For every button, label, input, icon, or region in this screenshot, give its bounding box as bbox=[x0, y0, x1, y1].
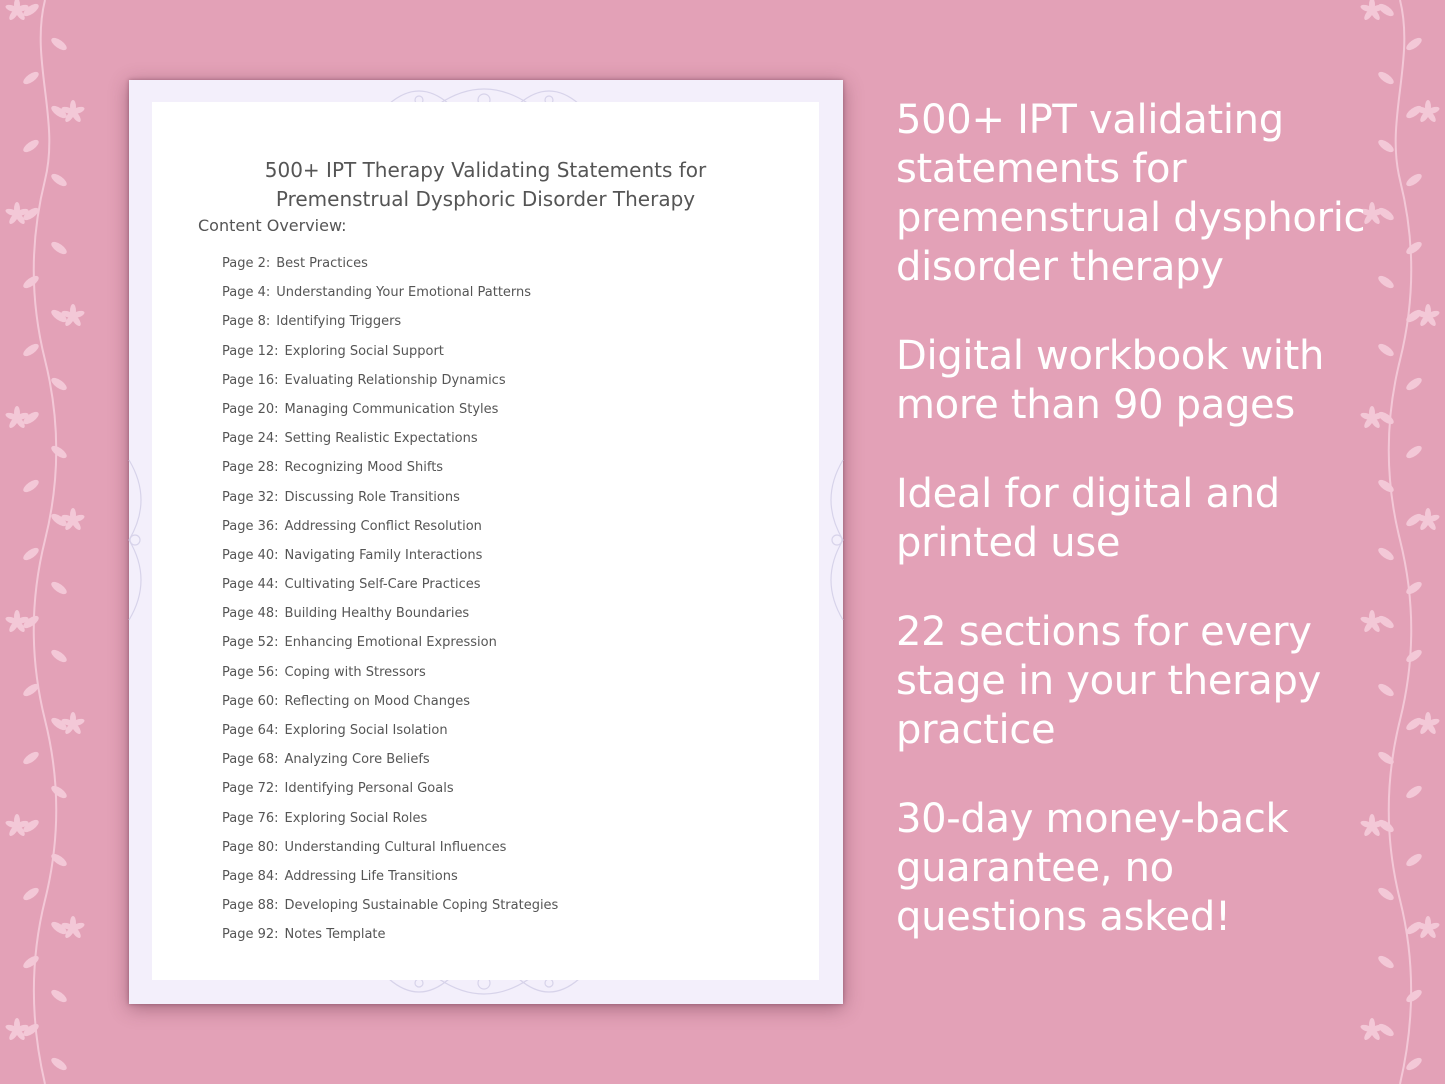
toc-page-number: Page 60: bbox=[222, 693, 279, 709]
toc-item bbox=[222, 252, 558, 281]
toc-page-number: Page 20: bbox=[222, 401, 279, 417]
toc-section-title: Understanding Your Emotional Patterns bbox=[276, 285, 532, 301]
toc-page-number: Page 80: bbox=[222, 839, 279, 855]
toc-item bbox=[222, 310, 558, 339]
toc-page-number: Page 16: bbox=[222, 372, 279, 388]
content-overview-label: Content Overview: bbox=[198, 216, 347, 235]
toc-item bbox=[222, 894, 558, 923]
toc-page-number: Page 40: bbox=[222, 547, 279, 563]
toc-page-number: Page 72: bbox=[222, 781, 279, 797]
toc-item bbox=[222, 573, 558, 602]
toc-item bbox=[222, 602, 558, 631]
workbook-page-content bbox=[152, 102, 819, 980]
toc-item bbox=[222, 748, 558, 777]
table-of-contents bbox=[222, 252, 558, 953]
toc-section-title: Identifying Triggers bbox=[276, 314, 402, 330]
mandala-ornament-icon bbox=[819, 450, 845, 630]
toc-item bbox=[222, 661, 558, 690]
feature-item: Ideal for digital and printed use bbox=[896, 471, 1280, 566]
toc-page-number: Page 52: bbox=[222, 635, 279, 651]
floral-vine-right-icon bbox=[1355, 0, 1445, 1084]
toc-item bbox=[222, 865, 558, 894]
toc-section-title: Building Healthy Boundaries bbox=[284, 606, 470, 622]
toc-item bbox=[222, 719, 558, 748]
toc-page-number: Page 76: bbox=[222, 810, 279, 826]
toc-page-number: Page 4: bbox=[222, 285, 271, 301]
toc-item bbox=[222, 398, 558, 427]
toc-item bbox=[222, 281, 558, 310]
toc-page-number: Page 2: bbox=[222, 256, 271, 271]
toc-section-title: Analyzing Core Beliefs bbox=[284, 752, 430, 768]
feature-item: 22 sections for every stage in your therapy practice bbox=[896, 609, 1321, 753]
toc-item bbox=[222, 369, 558, 398]
toc-section-title: Reflecting on Mood Changes bbox=[284, 693, 471, 709]
toc-item bbox=[222, 515, 558, 544]
mandala-ornament-icon bbox=[379, 977, 589, 1005]
toc-section-title: Coping with Stressors bbox=[284, 664, 426, 680]
toc-section-title: Best Practices bbox=[276, 256, 368, 271]
toc-page-number: Page 88: bbox=[222, 898, 279, 914]
floral-vine-left-icon bbox=[0, 0, 90, 1084]
toc-item bbox=[222, 486, 558, 515]
toc-page-number: Page 64: bbox=[222, 723, 279, 738]
toc-item bbox=[222, 690, 558, 719]
feature-item: 500+ IPT validating statements for premenstrual dysphoric disorder therapy bbox=[896, 97, 1366, 290]
document-title-line-2: Premenstrual Dysphoric Disorder Therapy bbox=[275, 187, 696, 211]
toc-page-number: Page 48: bbox=[222, 606, 279, 622]
feature-list bbox=[896, 96, 1366, 982]
toc-section-title: Understanding Cultural Influences bbox=[284, 839, 507, 855]
feature-item: 30-day money-back guarantee, no questions asked! bbox=[896, 796, 1289, 940]
toc-item bbox=[222, 340, 558, 369]
toc-item bbox=[222, 777, 558, 806]
mandala-ornament-icon bbox=[127, 450, 153, 630]
toc-page-number: Page 36: bbox=[222, 518, 279, 534]
toc-section-title: Evaluating Relationship Dynamics bbox=[284, 372, 506, 388]
workbook-page-preview bbox=[129, 80, 843, 1004]
document-title-line-1: 500+ IPT Therapy Validating Statements for bbox=[264, 158, 707, 182]
toc-section-title: Exploring Social Isolation bbox=[284, 723, 448, 738]
toc-item bbox=[222, 836, 558, 865]
toc-page-number: Page 12: bbox=[222, 343, 279, 359]
toc-section-title: Developing Sustainable Coping Strategies bbox=[284, 898, 559, 914]
toc-item bbox=[222, 427, 558, 456]
toc-item bbox=[222, 631, 558, 660]
toc-section-title: Identifying Personal Goals bbox=[284, 781, 454, 797]
toc-section-title: Navigating Family Interactions bbox=[284, 547, 483, 563]
toc-page-number: Page 84: bbox=[222, 868, 279, 884]
toc-section-title: Managing Communication Styles bbox=[284, 401, 499, 417]
toc-section-title: Enhancing Emotional Expression bbox=[284, 635, 497, 651]
toc-section-title: Addressing Conflict Resolution bbox=[284, 518, 482, 534]
document-title bbox=[152, 156, 819, 214]
toc-item bbox=[222, 544, 558, 573]
toc-section-title: Discussing Role Transitions bbox=[284, 489, 460, 505]
toc-section-title: Cultivating Self-Care Practices bbox=[284, 577, 481, 593]
toc-page-number: Page 68: bbox=[222, 752, 279, 768]
toc-section-title: Exploring Social Roles bbox=[284, 810, 428, 826]
toc-page-number: Page 44: bbox=[222, 577, 279, 593]
toc-page-number: Page 24: bbox=[222, 431, 279, 447]
toc-section-title: Notes Template bbox=[284, 927, 386, 943]
toc-page-number: Page 92: bbox=[222, 927, 279, 943]
toc-page-number: Page 8: bbox=[222, 314, 271, 330]
toc-section-title: Setting Realistic Expectations bbox=[284, 431, 478, 447]
toc-page-number: Page 56: bbox=[222, 664, 279, 680]
feature-item: Digital workbook with more than 90 pages bbox=[896, 333, 1325, 428]
toc-page-number: Page 32: bbox=[222, 489, 279, 505]
toc-section-title: Exploring Social Support bbox=[284, 343, 444, 359]
toc-item bbox=[222, 456, 558, 485]
toc-section-title: Recognizing Mood Shifts bbox=[284, 460, 444, 476]
toc-item bbox=[222, 923, 558, 952]
toc-page-number: Page 28: bbox=[222, 460, 279, 476]
toc-item bbox=[222, 807, 558, 836]
toc-section-title: Addressing Life Transitions bbox=[284, 868, 458, 884]
